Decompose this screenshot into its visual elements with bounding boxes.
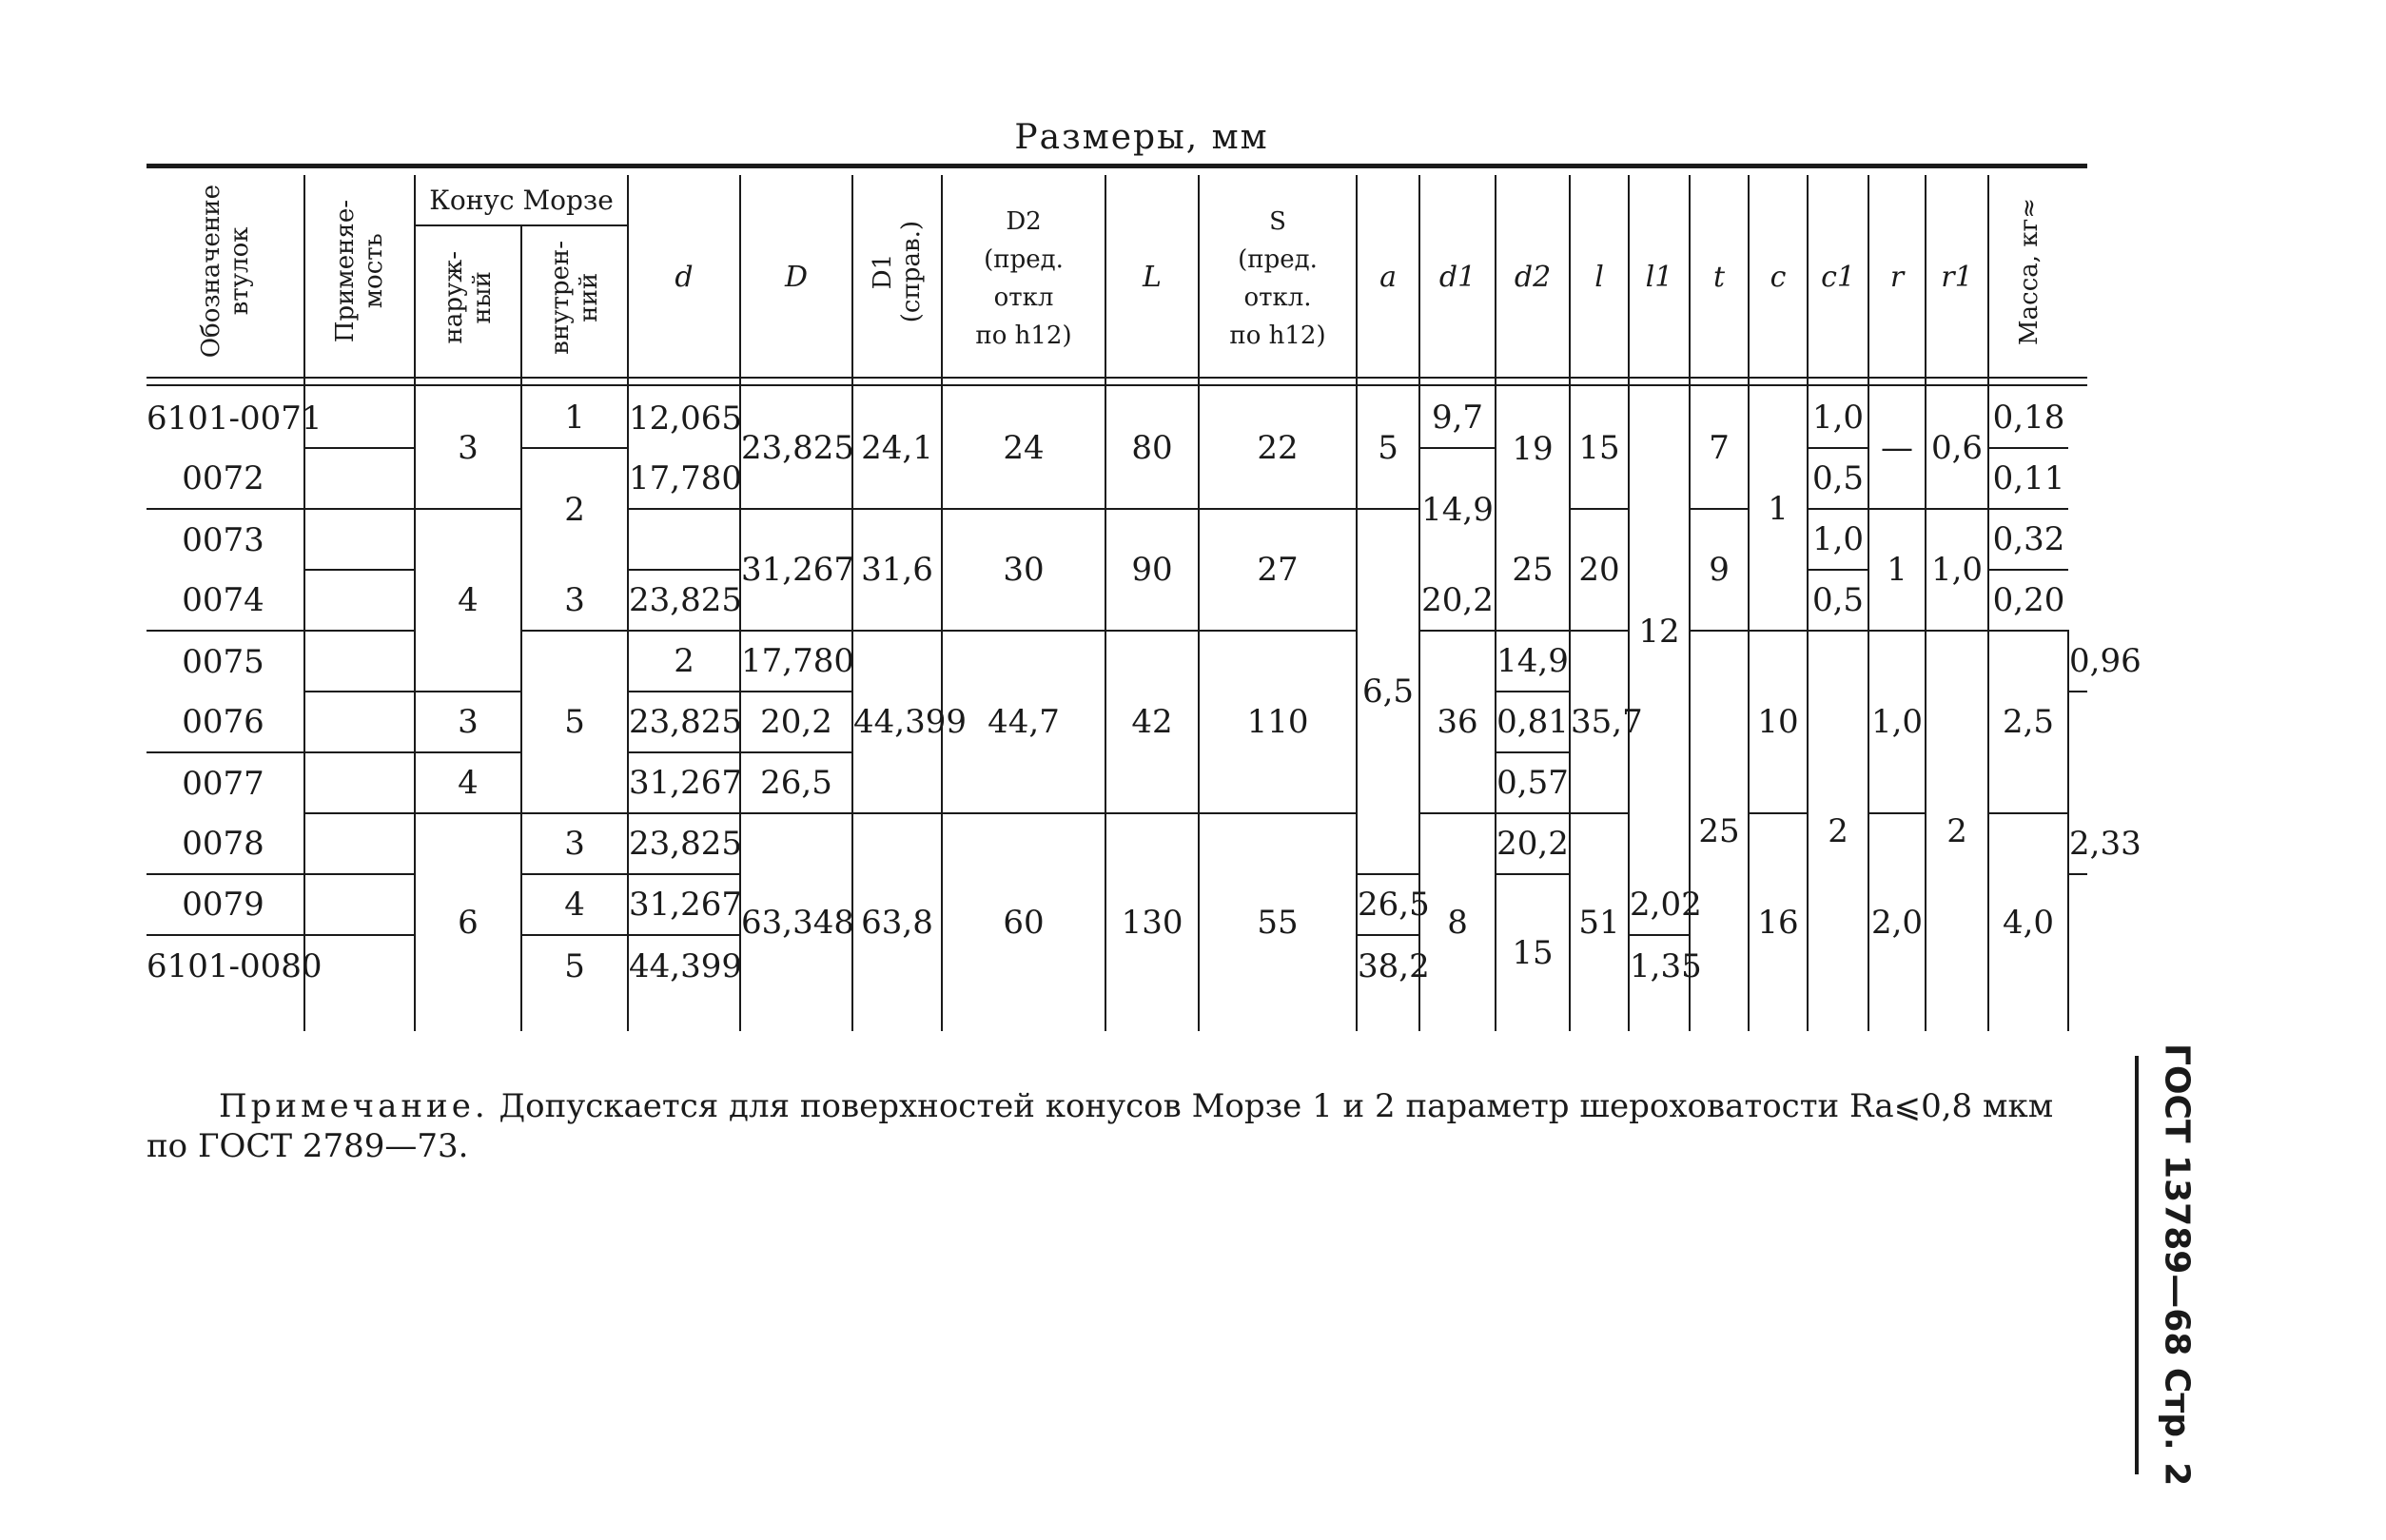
a-cell: 6,5 — [1357, 509, 1419, 874]
L-cell: 130 — [1105, 813, 1199, 1031]
L-cell: 80 — [1105, 377, 1199, 509]
header-applicability: Применяе- мость — [304, 175, 415, 377]
D-cell: 31,267 — [740, 509, 852, 631]
D2-cell: 60 — [942, 813, 1105, 1031]
inner-cell: 4 — [521, 874, 628, 935]
d-cell: 44,399 — [628, 935, 740, 1031]
table-top-rule — [147, 164, 2087, 168]
l1-cell: 12 — [1629, 377, 1690, 874]
c1-cell: 1,0 — [1808, 509, 1868, 570]
t-cell: 10 — [1749, 631, 1808, 813]
header-t: t — [1690, 175, 1749, 377]
d1-cell: 14,9 — [1419, 448, 1496, 570]
d-cell: 31,267 — [628, 874, 740, 935]
mass-cell: 2,33 — [2068, 813, 2087, 874]
d1-cell: 26,5 — [740, 752, 852, 813]
D1-cell: 63,8 — [852, 813, 942, 1031]
outer-cell: 6 — [415, 813, 521, 1031]
r1-cell: 0,6 — [1926, 377, 1988, 509]
header-d1: d1 — [1419, 175, 1496, 377]
D1-cell: 44,7 — [942, 631, 1105, 813]
d1-cell: 26,5 — [1357, 874, 1419, 935]
S-cell: 55 — [1199, 813, 1357, 1031]
r1-cell: 2,5 — [1988, 631, 2068, 813]
mass-cell: 0,18 — [1988, 377, 2068, 448]
D-cell: 63,348 — [740, 813, 852, 1031]
t-cell: 9 — [1690, 509, 1749, 631]
d-cell — [628, 509, 740, 570]
header-D1: D1 (справ.) — [852, 175, 942, 377]
d2-cell: 35,7 — [1570, 631, 1629, 813]
t-cell: 7 — [1690, 377, 1749, 509]
applicability-cell — [304, 752, 415, 813]
mass-cell: 1,35 — [1629, 935, 1690, 1031]
code-cell: 0079 — [147, 874, 304, 935]
D2-cell: 30 — [942, 509, 1105, 631]
header-d: d — [628, 175, 740, 377]
d-cell: 23,825 — [628, 813, 740, 874]
outer-cell: 3 — [415, 377, 521, 509]
header-l: l — [1570, 175, 1629, 377]
footnote-lead: Примечание. — [219, 1087, 489, 1125]
t-cell: 16 — [1749, 813, 1808, 1031]
D1-cell: 31,6 — [852, 509, 942, 631]
mass-cell: 0,57 — [1496, 752, 1570, 813]
inner-cell: 5 — [521, 935, 628, 1031]
header-morse-cone: Конус Морзе — [415, 175, 628, 225]
header-c: c — [1749, 175, 1808, 377]
a-cell: 8 — [1419, 813, 1496, 1031]
r-cell: — — [1868, 377, 1926, 509]
c1-cell: 1,0 — [1808, 377, 1868, 448]
footnote-text: Допускается для поверхностей конусов Морзе 1 и 2 параметр шероховатости Ra⩽0,8 мкм по ГОСТ 2789—73. — [147, 1087, 2054, 1165]
inner-cell: 4 — [415, 752, 521, 813]
r1-cell: 4,0 — [1988, 813, 2068, 1031]
mass-cell: 0,96 — [2068, 631, 2087, 692]
page-header-vertical — [2148, 1043, 2205, 1487]
header-d2: d2 — [1496, 175, 1570, 377]
S-cell: 27 — [1199, 509, 1357, 631]
d-cell: 23,825 — [628, 692, 740, 752]
inner-cell: 3 — [415, 692, 521, 752]
d1-cell: 9,7 — [1419, 377, 1496, 448]
header-S: S (пред. откл. по h12) — [1199, 175, 1357, 377]
applicability-cell — [304, 448, 415, 509]
D-cell: 44,399 — [852, 631, 942, 813]
d-cell: 12,065 — [628, 377, 740, 448]
c1-cell: 0,5 — [1808, 448, 1868, 509]
applicability-cell — [304, 813, 415, 874]
header-l1: l1 — [1629, 175, 1690, 377]
c1-cell: 2,0 — [1868, 813, 1926, 1031]
a-cell: 5 — [1357, 377, 1419, 509]
dimensions-table — [147, 175, 2142, 1031]
d1-cell: 20,2 — [1496, 813, 1570, 874]
D2-cell: 42 — [1105, 631, 1199, 813]
d2-cell: 51 — [1570, 813, 1629, 1031]
L-cell: 110 — [1199, 631, 1357, 813]
mass-cell: 0,81 — [1496, 692, 1570, 752]
header-a: a — [1357, 175, 1419, 377]
c-cell: 2 — [1808, 631, 1868, 1031]
d-cell: 17,780 — [628, 448, 740, 509]
code-cell: 0075 — [147, 631, 304, 692]
code-cell: 0078 — [147, 813, 304, 874]
mass-cell: 0,11 — [1988, 448, 2068, 509]
r1-cell: 1,0 — [1926, 509, 1988, 631]
S-cell: 36 — [1419, 631, 1496, 813]
l-cell: 25 — [1690, 631, 1749, 1031]
side-rule — [2135, 1056, 2139, 1474]
header-r: r — [1868, 175, 1926, 377]
header-designation: Обозначение втулок — [147, 175, 304, 377]
inner-cell: 3 — [521, 570, 628, 631]
d2-cell: 25 — [1496, 509, 1570, 631]
code-cell: 6101-0080 — [147, 935, 304, 1031]
outer-cell: 5 — [521, 631, 628, 813]
code-cell: 0073 — [147, 509, 304, 570]
L-cell: 90 — [1105, 509, 1199, 631]
r-cell: 1 — [1868, 509, 1926, 631]
footnote — [147, 1086, 2087, 1166]
header-L: L — [1105, 175, 1199, 377]
r-cell: 2 — [1926, 631, 1988, 1031]
mass-cell: 0,32 — [1988, 509, 2068, 570]
code-cell: 0076 — [147, 692, 304, 752]
inner-cell: 3 — [521, 813, 628, 874]
standard-page-label: ГОСТ 13789—68 Стр. 2 — [2157, 1043, 2197, 1487]
applicability-cell — [304, 631, 415, 692]
mass-cell: 0,20 — [1988, 570, 2068, 631]
header-outer: наруж- ный — [415, 225, 521, 377]
inner-cell: 1 — [521, 377, 628, 448]
header-D2: D2 (пред. откл по h12) — [942, 175, 1105, 377]
inner-cell: 2 — [628, 631, 740, 692]
applicability-cell — [304, 874, 415, 935]
code-cell: 0074 — [147, 570, 304, 631]
d1-cell: 20,2 — [1419, 570, 1496, 631]
l-cell: 15 — [1570, 377, 1629, 509]
c1-cell: 0,5 — [1808, 570, 1868, 631]
d-cell: 23,825 — [628, 570, 740, 631]
D1-cell: 24,1 — [852, 377, 942, 509]
inner-cell: 2 — [521, 448, 628, 570]
code-cell: 0077 — [147, 752, 304, 813]
applicability-cell — [304, 692, 415, 752]
mass-cell: 2,02 — [1629, 874, 1690, 935]
applicability-cell — [304, 570, 415, 631]
d-cell: 31,267 — [628, 752, 740, 813]
d1-cell: 14,9 — [1496, 631, 1570, 692]
c-cell: 1 — [1749, 377, 1808, 631]
D2-cell: 24 — [942, 377, 1105, 509]
d1-cell: 20,2 — [740, 692, 852, 752]
D-cell: 23,825 — [740, 377, 852, 509]
d1-cell: 38,2 — [1357, 935, 1419, 1031]
d-cell: 17,780 — [740, 631, 852, 692]
header-r1: r1 — [1926, 175, 1988, 377]
header-inner: внутрен- ний — [521, 225, 628, 377]
S-cell: 22 — [1199, 377, 1357, 509]
d2-cell: 19 — [1496, 377, 1570, 509]
outer-cell: 4 — [415, 509, 521, 692]
header-c1: c1 — [1808, 175, 1868, 377]
code-cell: 6101-0071 — [147, 377, 304, 448]
l1-cell: 15 — [1496, 874, 1570, 1031]
table-caption: Размеры, мм — [1014, 118, 1269, 157]
l-cell: 20 — [1570, 509, 1629, 631]
header-D: D — [740, 175, 852, 377]
code-cell: 0072 — [147, 448, 304, 509]
c1-cell: 1,0 — [1868, 631, 1926, 813]
applicability-cell — [304, 509, 415, 570]
header-mass: Масса, кг≈ — [1988, 175, 2068, 377]
